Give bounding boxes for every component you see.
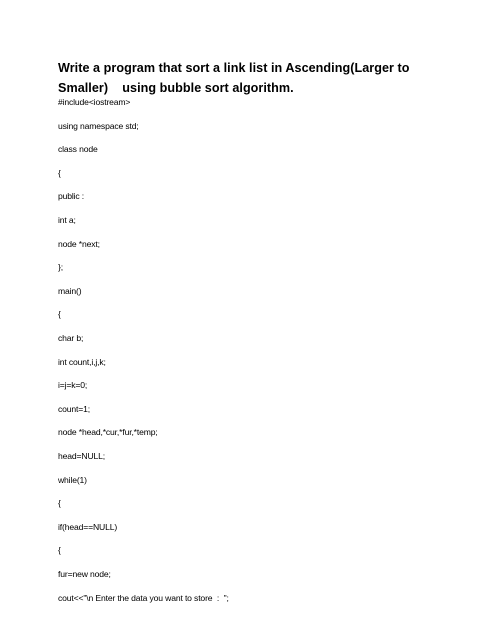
code-line: i=j=k=0;: [58, 380, 88, 391]
title-line-1: Write a program that sort a link list in Ascending(Larger to: [58, 61, 410, 75]
code-line: #include<iostream>: [58, 97, 131, 107]
code-line: using namespace std;: [58, 120, 139, 131]
code-line: {: [58, 167, 61, 178]
code-line: fur=new node;: [58, 569, 111, 579]
code-line: };: [58, 262, 63, 273]
code-line: {: [58, 309, 61, 320]
code-line: node *head,*cur,*fur,*temp;: [58, 427, 158, 438]
code-line: char b;: [58, 333, 84, 343]
code-line: if(head==NULL): [58, 521, 118, 532]
code-line: class node: [58, 144, 98, 155]
title-line-2: Smaller) using bubble sort algorithm.: [58, 81, 294, 95]
code-line: count=1;: [58, 403, 91, 414]
code-line: while(1): [58, 474, 87, 485]
code-line: public :: [58, 191, 85, 202]
code-line: head=NULL;: [58, 451, 105, 461]
code-line: {: [58, 545, 61, 556]
document-title: [58, 58, 458, 98]
code-line: main(): [58, 285, 82, 296]
code-line: int count,i,j,k;: [58, 356, 106, 367]
code-line: cout<<"\n Enter the data you want to store : ";: [58, 592, 229, 603]
code-line: int a;: [58, 215, 76, 225]
code-line: {: [58, 498, 61, 509]
code-line: node *next;: [58, 238, 100, 249]
